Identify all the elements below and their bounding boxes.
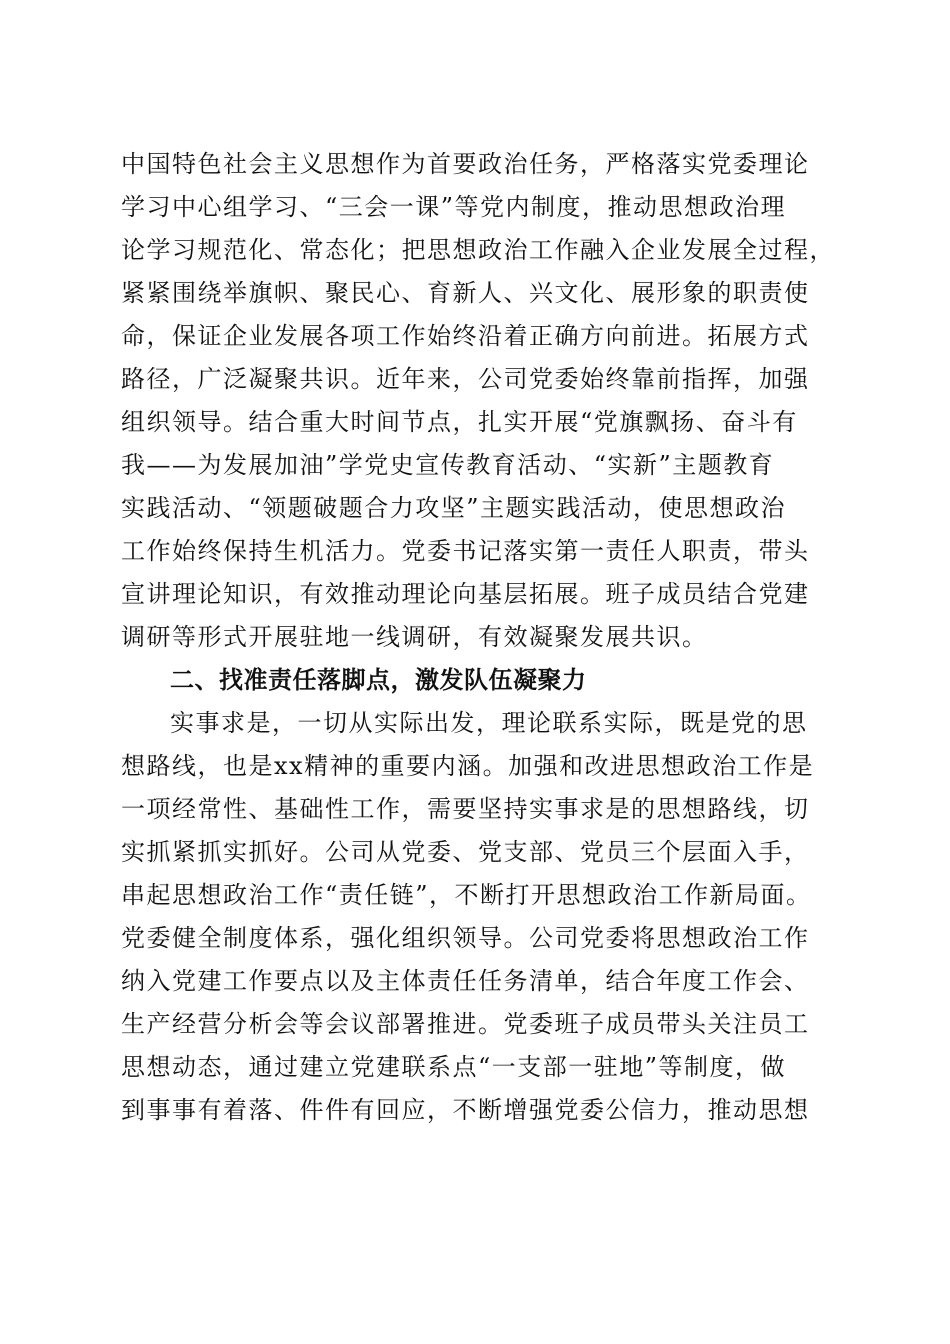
- body-text-line: 宣讲理论知识，有效推动理论向基层拓展。班子成员结合党建: [121, 580, 810, 608]
- body-text-line: 思想动态，通过建立党建联系点“一支部一驻地”等制度，做: [121, 1053, 787, 1081]
- body-text-line: 想路线，也是xx精神的重要内涵。加强和改进思想政治工作是: [121, 752, 815, 780]
- body-text-line: 论学习规范化、常态化；把思想政治工作融入企业发展全过程，: [121, 236, 835, 264]
- body-text-line: 实事求是，一切从实际出发，理论联系实际，既是党的思: [170, 709, 808, 737]
- body-text-line: 路径，广泛凝聚共识。近年来，公司党委始终靠前指挥，加强: [121, 365, 810, 393]
- body-text-line: 一项经常性、基础性工作，需要坚持实事求是的思想路线，切: [121, 795, 810, 823]
- body-text-line: 纳入党建工作要点以及主体责任任务清单，结合年度工作会、: [121, 967, 810, 995]
- body-text-line: 党委健全制度体系，强化组织领导。公司党委将思想政治工作: [121, 924, 810, 952]
- body-text-line: 我——为发展加油”学党史宣传教育活动、“实新”主题教育: [121, 451, 775, 479]
- body-text-line: 串起思想政治工作“责任链”，不断打开思想政治工作新局面。: [121, 881, 812, 909]
- body-text-line: 到事事有着落、件件有回应，不断增强党委公信力，推动思想: [121, 1096, 810, 1124]
- body-text-line: 生产经营分析会等会议部署推进。党委班子成员带头关注员工: [121, 1010, 810, 1038]
- body-text-line: 实践活动、“领题破题合力攻坚”主题实践活动，使思想政治: [121, 494, 787, 522]
- body-text-line: 紧紧围绕举旗帜、聚民心、育新人、兴文化、展形象的职责使: [121, 279, 810, 307]
- section-heading: 二、找准责任落脚点，激发队伍凝聚力: [170, 666, 587, 694]
- body-text-line: 组织领导。结合重大时间节点，扎实开展“党旗飘扬、奋斗有: [121, 408, 798, 436]
- body-text-line: 学习中心组学习、“三会一课”等党内制度，推动思想政治理: [121, 193, 787, 221]
- body-text-line: 中国特色社会主义思想作为首要政治任务，严格落实党委理论: [121, 150, 810, 178]
- body-text-line: 命，保证企业发展各项工作始终沿着正确方向前进。拓展方式: [121, 322, 810, 350]
- body-text-line: 调研等形式开展驻地一线调研，有效凝聚发展共识。: [121, 623, 708, 651]
- body-text-line: 实抓紧抓实抓好。公司从党委、党支部、党员三个层面入手，: [121, 838, 810, 866]
- body-text-line: 工作始终保持生机活力。党委书记落实第一责任人职责，带头: [121, 537, 810, 565]
